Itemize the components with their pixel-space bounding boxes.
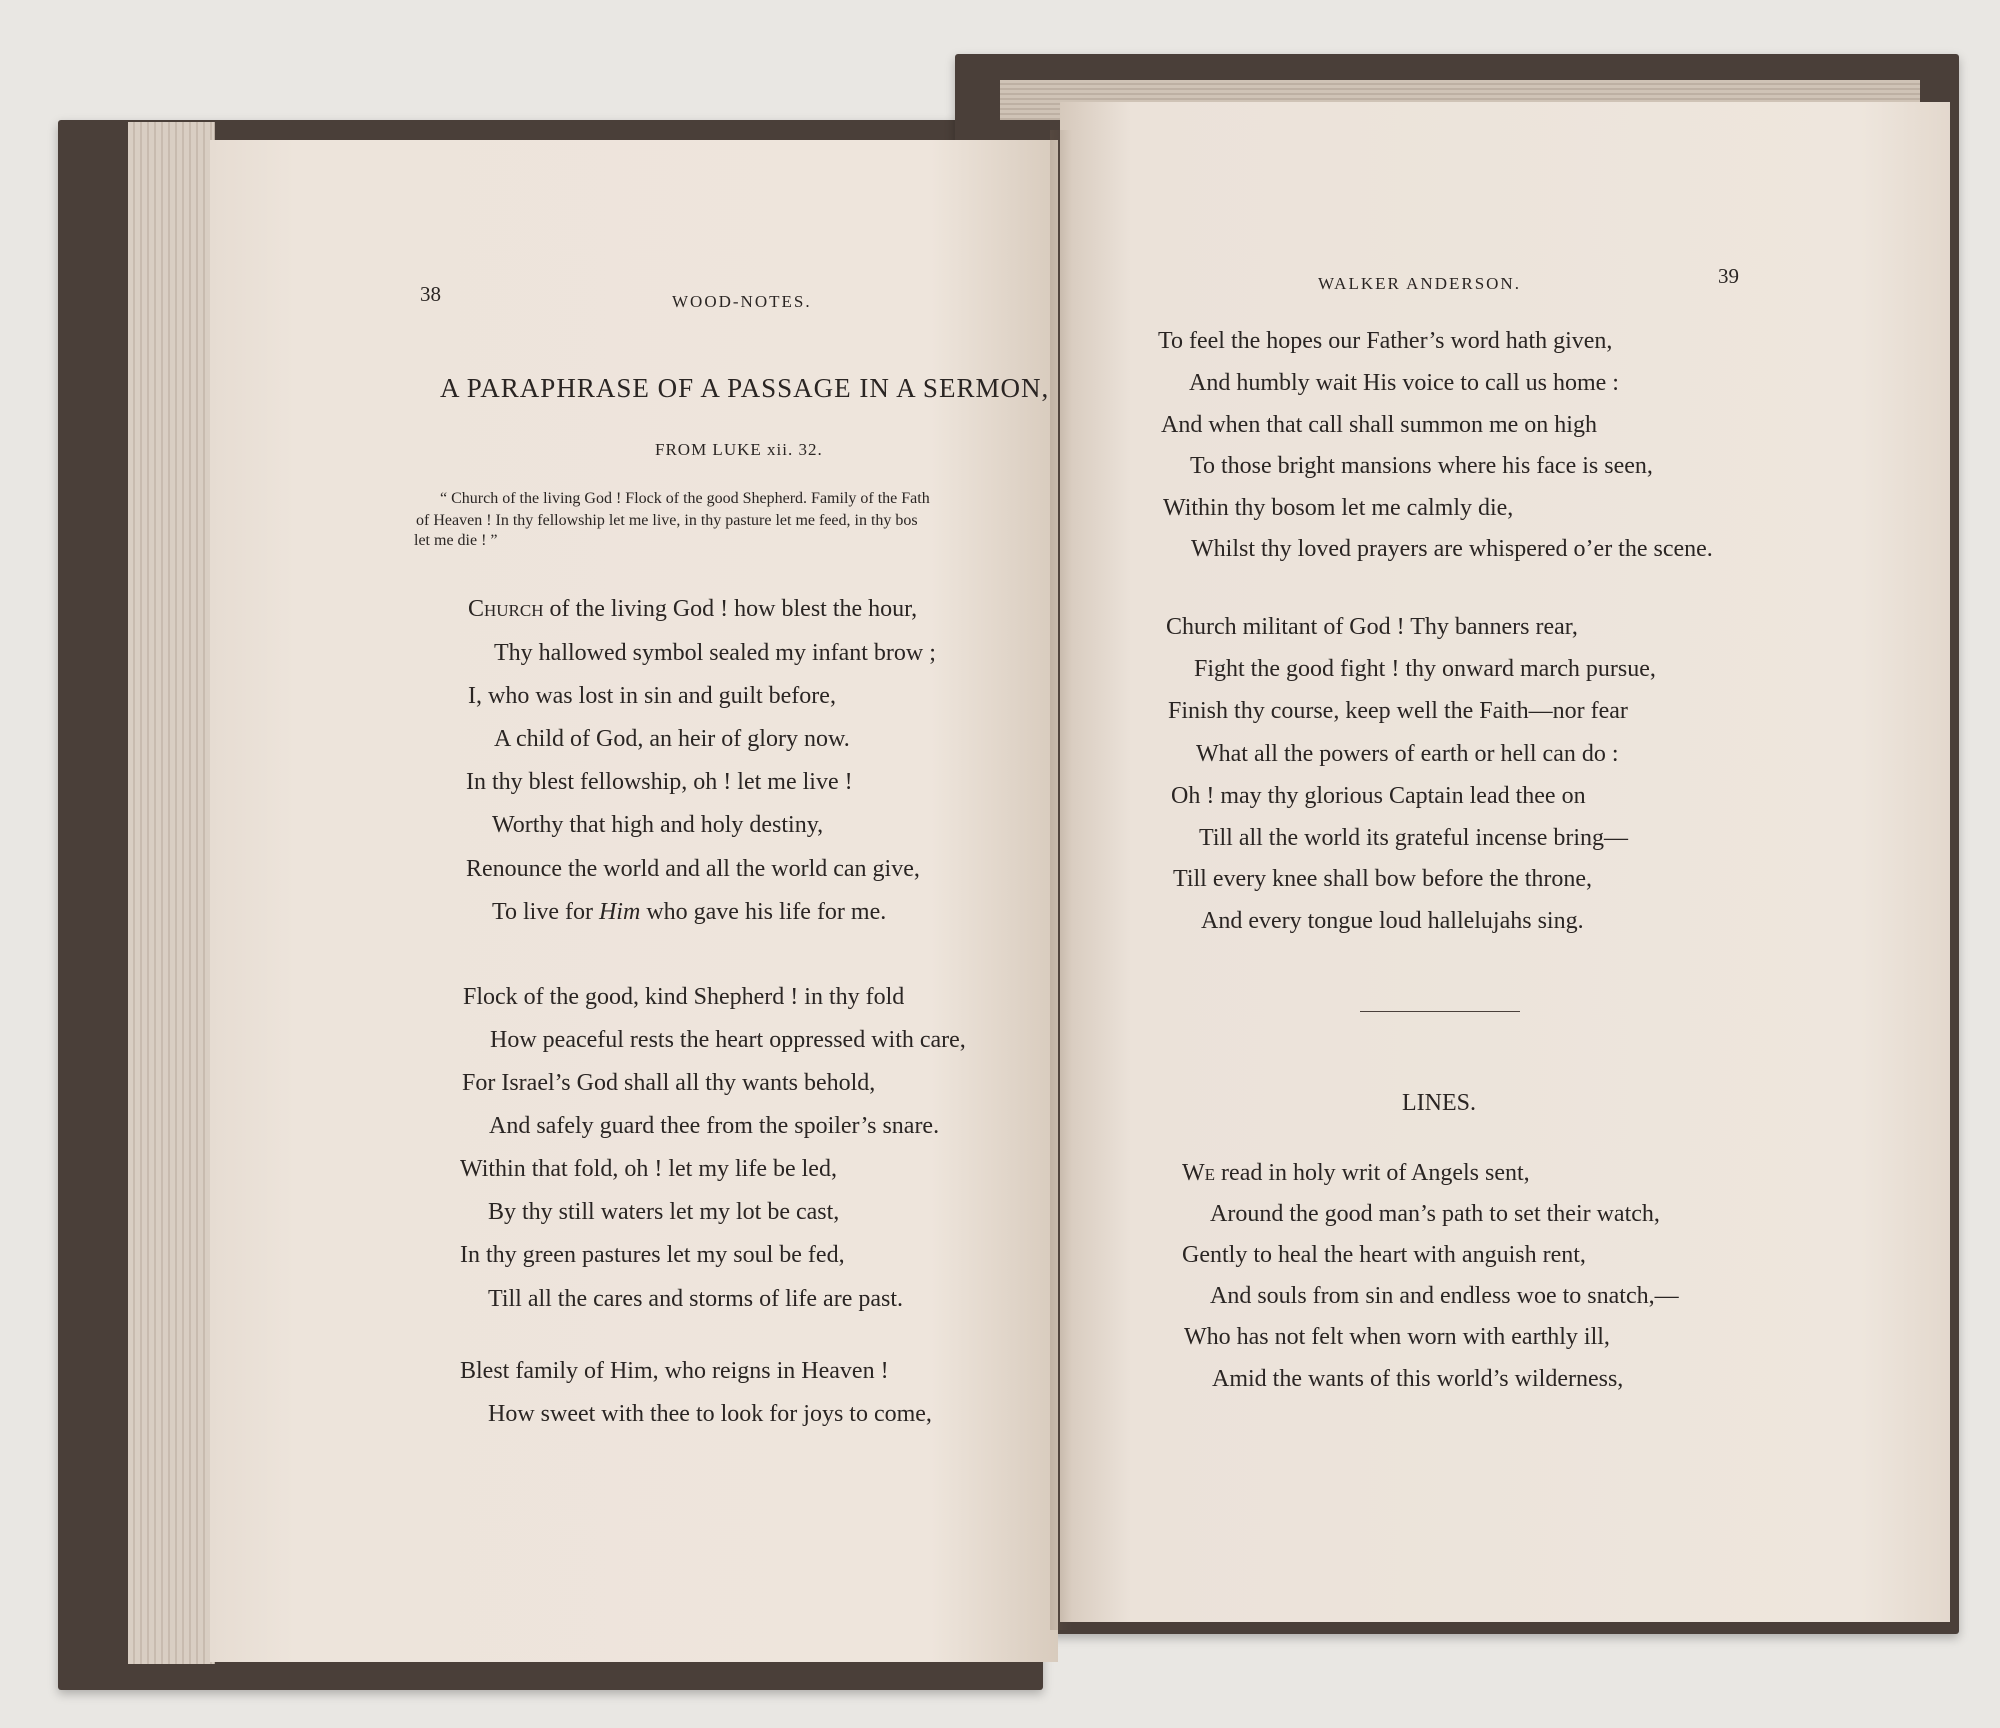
- poem-title: A PARAPHRASE OF A PASSAGE IN A SERMON,: [440, 373, 1050, 403]
- left-page-number: 38: [420, 282, 441, 306]
- verse-line: I, who was lost in sin and guilt before,: [468, 683, 836, 709]
- verse-line: Flock of the good, kind Shepherd ! in thy fold: [463, 984, 905, 1010]
- right-page-number: 39: [1718, 264, 1739, 288]
- verse-line: What all the powers of earth or hell can do :: [1196, 741, 1619, 767]
- verse-line: Finish thy course, keep well the Faith—nor fear: [1168, 698, 1628, 724]
- epigraph-line: of Heaven ! In thy fellowship let me live, in thy pasture let me feed, in thy bos: [416, 512, 918, 529]
- verse-line: Within thy bosom let me calmly die,: [1163, 495, 1514, 521]
- book-gutter: [1050, 130, 1072, 1630]
- verse-line: And when that call shall summon me on high: [1161, 412, 1597, 438]
- verse-line: [492, 899, 886, 926]
- verse-line: And humbly wait His voice to call us home :: [1189, 370, 1619, 396]
- verse-line: Till every knee shall bow before the throne,: [1173, 866, 1593, 892]
- verse-line: A child of God, an heir of glory now.: [494, 726, 850, 752]
- verse-line: By thy still waters let my lot be cast,: [488, 1199, 840, 1225]
- verse-line: How peaceful rests the heart oppressed with care,: [490, 1027, 966, 1053]
- poem-subtitle: FROM LUKE xii. 32.: [655, 440, 823, 459]
- verse-line: Blest family of Him, who reigns in Heaven !: [460, 1358, 889, 1384]
- verse-line: And safely guard thee from the spoiler’s snare.: [489, 1113, 940, 1139]
- verse-line: Around the good man’s path to set their watch,: [1210, 1201, 1660, 1227]
- verse-line: Till all the cares and storms of life are past.: [488, 1286, 904, 1312]
- verse-line: Gently to heal the heart with anguish rent,: [1182, 1242, 1586, 1268]
- verse-line: For Israel’s God shall all thy wants behold,: [462, 1070, 876, 1096]
- verse-line: Renounce the world and all the world can give,: [466, 856, 920, 882]
- drop-cap-word: Church: [468, 596, 544, 622]
- verse-line-text: who gave his life for me.: [640, 899, 887, 925]
- drop-cap-word: We: [1182, 1160, 1216, 1186]
- verse-line: To feel the hopes our Father’s word hath given,: [1158, 328, 1613, 354]
- epigraph-line: “ Church of the living God ! Flock of the good Shepherd. Family of the Fath: [440, 490, 930, 507]
- verse-line: Within that fold, oh ! let my life be led,: [460, 1156, 837, 1182]
- verse-line: Amid the wants of this world’s wilderness,: [1212, 1366, 1624, 1392]
- verse-line: And souls from sin and endless woe to snatch,—: [1210, 1283, 1679, 1309]
- verse-line: Worthy that high and holy destiny,: [492, 812, 824, 838]
- verse-line-text: of the living God ! how blest the hour,: [543, 596, 918, 622]
- verse-line: Oh ! may thy glorious Captain lead thee on: [1171, 783, 1586, 809]
- page-edges: [128, 122, 215, 1664]
- verse-line-text: To live for: [492, 899, 599, 925]
- verse-line: Who has not felt when worn with earthly ill,: [1184, 1324, 1610, 1350]
- verse-line: In thy green pastures let my soul be fed,: [460, 1242, 845, 1268]
- section-divider: [1360, 1011, 1520, 1012]
- poem-title-lines: LINES.: [1402, 1090, 1476, 1116]
- verse-line: [468, 596, 917, 623]
- verse-line: [1182, 1160, 1530, 1187]
- verse-line: Till all the world its grateful incense bring—: [1199, 825, 1629, 851]
- right-running-head: WALKER ANDERSON.: [1318, 274, 1521, 293]
- verse-line: Church militant of God ! Thy banners rear,: [1166, 614, 1578, 640]
- italic-word: Him: [598, 899, 641, 925]
- verse-line: In thy blest fellowship, oh ! let me live !: [466, 769, 853, 795]
- verse-line: How sweet with thee to look for joys to come,: [488, 1401, 932, 1427]
- verse-line-text: read in holy writ of Angels sent,: [1215, 1160, 1530, 1186]
- verse-line: And every tongue loud hallelujahs sing.: [1201, 908, 1584, 934]
- verse-line: Fight the good fight ! thy onward march pursue,: [1194, 656, 1656, 682]
- verse-line: Thy hallowed symbol sealed my infant brow ;: [494, 640, 936, 666]
- verse-line: Whilst thy loved prayers are whispered o’er the scene.: [1191, 536, 1713, 562]
- verse-line: To those bright mansions where his face is seen,: [1190, 453, 1653, 479]
- epigraph-line: let me die ! ”: [414, 532, 498, 549]
- left-running-head: WOOD-NOTES.: [672, 292, 812, 311]
